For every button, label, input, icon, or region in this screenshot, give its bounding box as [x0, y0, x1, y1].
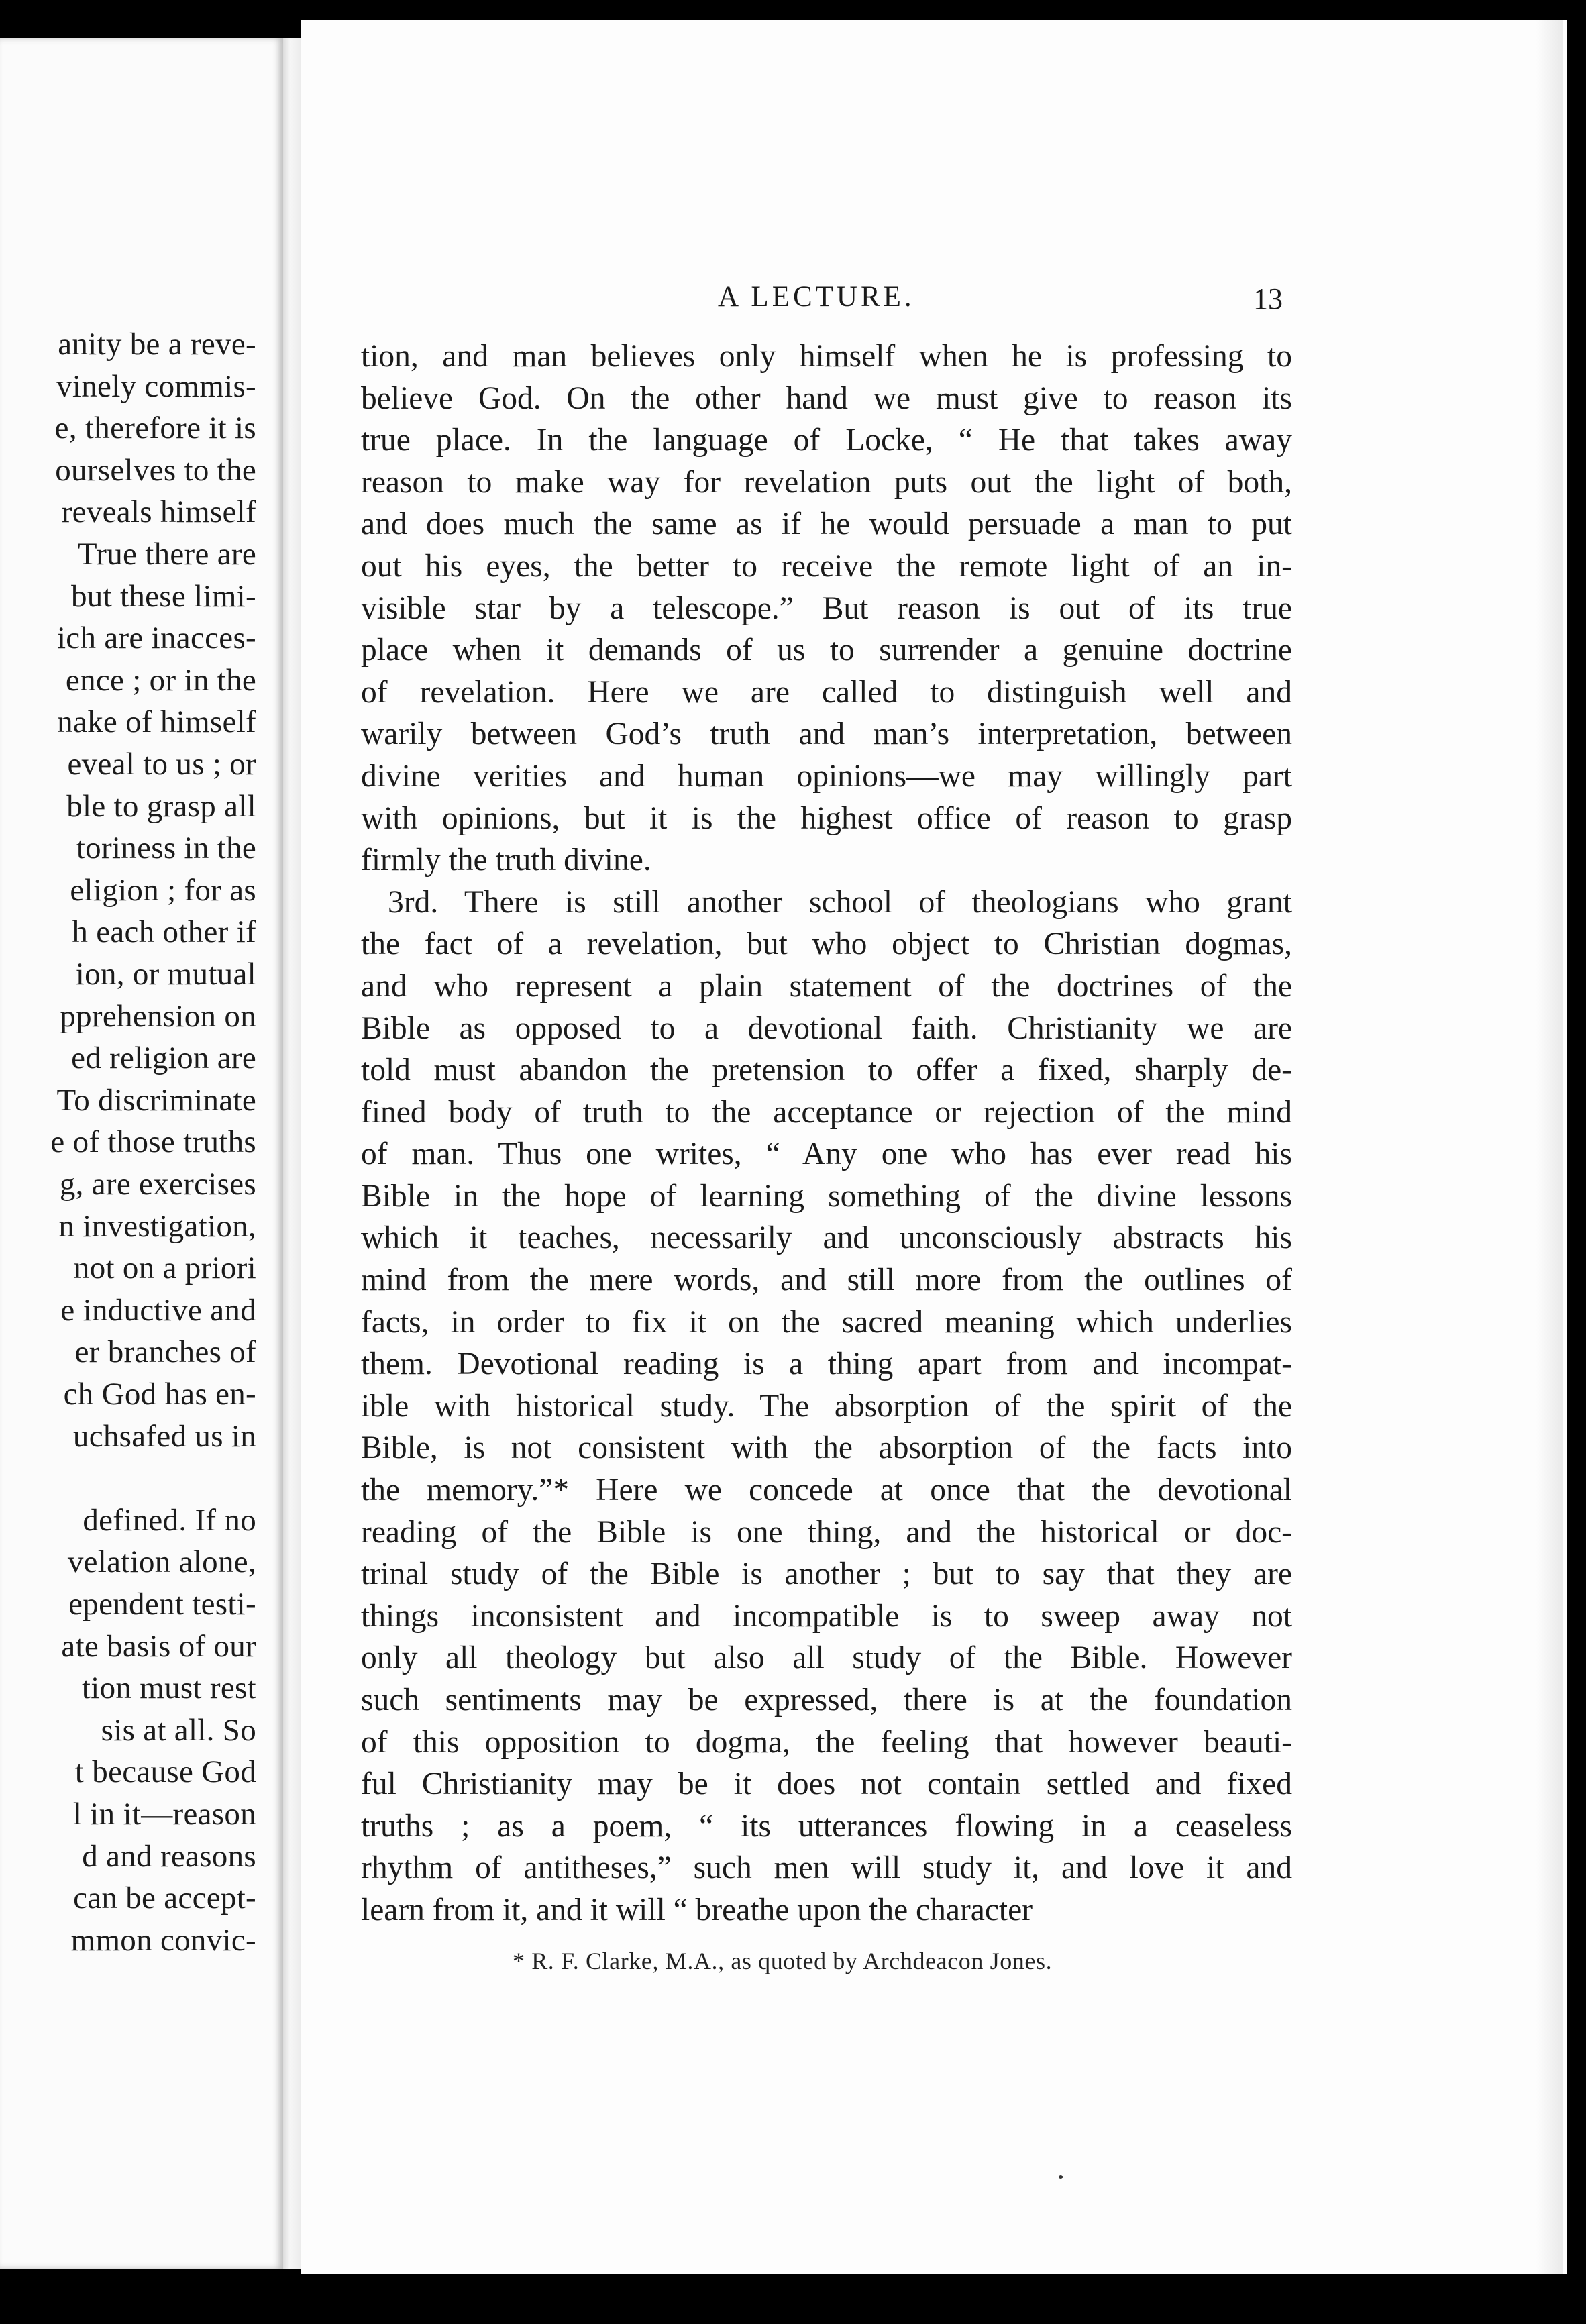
body-line: trinal study of the Bible is another ; but to say that they are	[361, 1556, 1292, 1592]
left-page-line: e inductive and	[60, 1292, 256, 1328]
body-line: visible star by a telescope.” But reason is out of its true	[361, 590, 1292, 626]
body-line: 3rd. There is still another school of theologians who grant	[388, 884, 1292, 920]
body-line: such sentiments may be expressed, there is at the foundation	[361, 1683, 1292, 1718]
left-page-line: g, are exercises	[59, 1167, 256, 1202]
body-line: with opinions, but it is the highest office of reason to grasp	[361, 800, 1292, 836]
body-line: which it teaches, necessarily and unconsciously abstracts his	[361, 1220, 1292, 1256]
body-line: warily between God’s truth and man’s interpretation, between	[361, 717, 1292, 752]
body-line: and who represent a plain statement of the doctrines of the	[361, 968, 1292, 1004]
left-page-line: ble to grasp all	[66, 788, 256, 824]
left-page-line: True there are	[77, 537, 256, 572]
body-line: reading of the Bible is one thing, and the historical or doc-	[361, 1514, 1292, 1550]
left-page-line: e, therefore it is	[54, 411, 256, 446]
left-page-line: sis at all. So	[101, 1712, 256, 1748]
page-number: 13	[1253, 282, 1283, 315]
left-page-line: uchsafed us in	[72, 1418, 256, 1454]
left-page-line: ourselves to the	[55, 452, 256, 488]
left-page-line: tion must rest	[81, 1671, 256, 1706]
left-page-line: mmon convic-	[70, 1922, 256, 1958]
left-page-line: eveal to us ; or	[67, 747, 256, 782]
body-line: learn from it, and it will “ breathe upon the character	[361, 1892, 1033, 1927]
left-page-line: defined. If no	[83, 1502, 256, 1538]
left-page-line: velation alone,	[67, 1544, 256, 1580]
left-page-line: toriness in the	[76, 831, 256, 866]
left-page-line: ate basis of our	[61, 1628, 256, 1664]
left-page-line: h each other if	[72, 914, 256, 950]
left-page-line: n investigation,	[58, 1208, 256, 1244]
body-line: things inconsistent and incompatible is to sweep away not	[361, 1598, 1292, 1634]
body-line: true place. In the language of Locke, “ He that takes away	[361, 423, 1292, 458]
body-line: ful Christianity may be it does not contain settled and fixed	[361, 1766, 1292, 1802]
left-page-line: e of those truths	[50, 1124, 256, 1160]
left-page-line: To discriminate	[56, 1082, 256, 1118]
left-page-line: pprehension on	[60, 998, 256, 1034]
body-line: Bible in the hope of learning something of the divine lessons	[361, 1178, 1292, 1214]
body-line: of man. Thus one writes, “ Any one who has ever read his	[361, 1137, 1292, 1172]
body-line: mind from the mere words, and still more from the outlines of	[361, 1263, 1292, 1298]
left-page-line: ependent testi-	[68, 1587, 256, 1622]
body-line: ible with historical study. The absorption of the spirit of the	[361, 1388, 1292, 1424]
left-page-line: nake of himself	[57, 704, 256, 740]
body-line: place when it demands of us to surrender a genuine doctrine	[361, 633, 1292, 668]
body-line: truths ; as a poem, “ its utterances flowing in a ceaseless	[361, 1808, 1292, 1844]
left-page-line: vinely commis-	[56, 368, 256, 404]
body-line: facts, in order to fix it on the sacred meaning which underlies	[361, 1304, 1292, 1340]
left-page-line: ion, or mutual	[75, 957, 256, 992]
left-page-line: d and reasons	[82, 1838, 256, 1874]
left-page-line: can be accept-	[73, 1881, 256, 1916]
left-page-line: not on a priori	[73, 1251, 256, 1286]
body-line: rhythm of antitheses,” such men will study it, and love it and	[361, 1850, 1292, 1886]
body-line: and does much the same as if he would persuade a man to put	[361, 507, 1292, 542]
body-line: told must abandon the pretension to offer a fixed, sharply de-	[361, 1053, 1292, 1088]
left-page-line: anity be a reve-	[58, 327, 256, 362]
left-page-line: but these limi-	[70, 578, 256, 614]
body-line: them. Devotional reading is a thing apart from and incompat-	[361, 1346, 1292, 1382]
body-line: divine verities and human opinions—we may willingly part	[361, 758, 1292, 794]
left-page	[0, 38, 283, 2269]
body-line: tion, and man believes only himself when he is professing to	[361, 339, 1292, 374]
body-line: Bible as opposed to a devotional faith. Christianity we are	[361, 1010, 1292, 1046]
body-line: the memory.”* Here we concede at once that the devotional	[361, 1473, 1292, 1508]
body-line: of this opposition to dogma, the feeling that however beauti-	[361, 1724, 1292, 1760]
left-page-line: eligion ; for as	[70, 872, 256, 908]
body-line: reason to make way for revelation puts out the light of both,	[361, 464, 1292, 500]
body-line: out his eyes, the better to receive the remote light of an in-	[361, 548, 1292, 584]
body-line: Bible, is not consistent with the absorption of the facts into	[361, 1430, 1292, 1466]
body-line: believe God. On the other hand we must give to reason its	[361, 380, 1292, 416]
left-page-line: ed religion are	[71, 1041, 256, 1076]
left-page-line: ch God has en-	[63, 1377, 256, 1412]
body-text	[361, 335, 1292, 1932]
ink-speck	[1059, 2175, 1063, 2179]
left-page-line: ence ; or in the	[65, 662, 256, 698]
body-line: of revelation. Here we are called to distinguish well and	[361, 674, 1292, 710]
body-line: firmly the truth divine.	[361, 843, 651, 878]
left-page-line: ich are inacces-	[56, 621, 256, 656]
left-page-line: reveals himself	[61, 494, 256, 530]
left-page-line: t because God	[74, 1754, 256, 1790]
running-head: A LECTURE.	[718, 281, 915, 313]
left-page-line: l in it—reason	[72, 1797, 256, 1832]
left-page-line: er branches of	[74, 1334, 256, 1370]
body-line: fined body of truth to the acceptance or rejection of the mind	[361, 1094, 1292, 1130]
right-page-edge	[1536, 20, 1563, 2274]
body-line: the fact of a revelation, but who object to Christian dogmas,	[361, 927, 1292, 962]
body-line: only all theology but also all study of the Bible. However	[361, 1640, 1292, 1676]
page-gutter	[283, 38, 301, 2269]
footnote: * R. F. Clarke, M.A., as quoted by Archdeacon Jones.	[513, 1948, 1053, 1974]
